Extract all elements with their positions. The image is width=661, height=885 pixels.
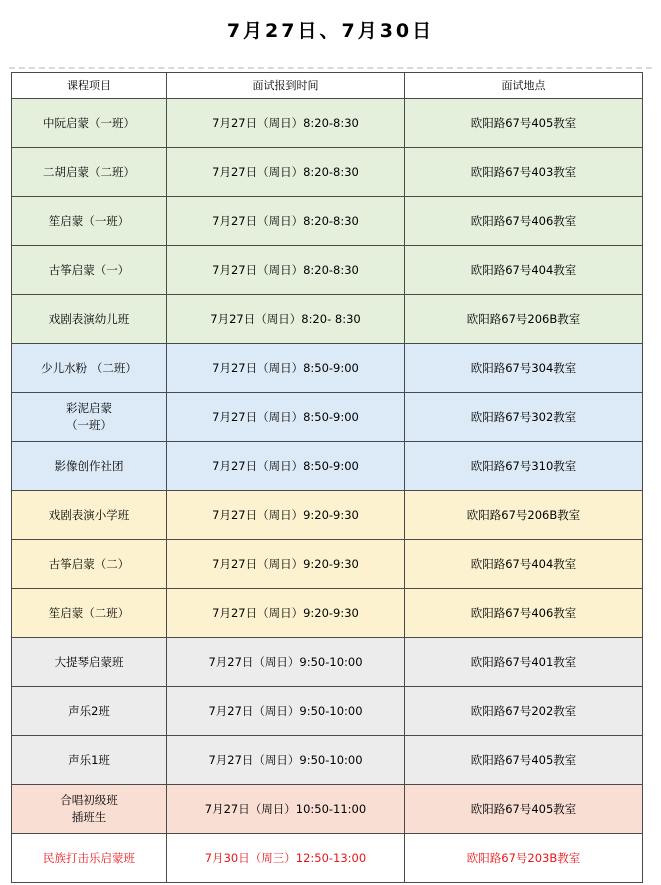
header-row [12,73,643,99]
course-cell: 二胡启蒙（二班） [12,148,167,197]
course-cell: 大提琴启蒙班 [12,638,167,687]
location-cell: 欧阳路67号404教室 [405,540,643,589]
top-divider [9,67,652,69]
time-cell: 7月27日（周日）8:20-8:30 [167,148,405,197]
time-cell: 7月27日（周日）9:20-9:30 [167,540,405,589]
time-cell: 7月27日（周日）9:50-10:00 [167,687,405,736]
header-time: 面试报到时间 [167,73,405,99]
course-cell: 笙启蒙（二班） [12,589,167,638]
header-course: 课程项目 [12,73,167,99]
table-row [12,638,643,687]
location-cell: 欧阳路67号202教室 [405,687,643,736]
location-cell: 欧阳路67号310教室 [405,442,643,491]
location-cell: 欧阳路67号401教室 [405,638,643,687]
location-cell: 欧阳路67号405教室 [405,785,643,834]
time-cell: 7月27日（周日）8:20-8:30 [167,246,405,295]
table-row [12,99,643,148]
course-cell: 民族打击乐启蒙班 [12,834,167,883]
table-row [12,442,643,491]
location-cell: 欧阳路67号406教室 [405,197,643,246]
table-row [12,491,643,540]
location-cell: 欧阳路67号206B教室 [405,295,643,344]
course-cell: 合唱初级班 插班生 [12,785,167,834]
location-cell: 欧阳路67号302教室 [405,393,643,442]
location-cell: 欧阳路67号405教室 [405,99,643,148]
schedule-table [11,72,643,883]
course-cell: 中阮启蒙（一班） [12,99,167,148]
course-cell: 戏剧表演小学班 [12,491,167,540]
course-cell: 笙启蒙（一班） [12,197,167,246]
location-cell: 欧阳路67号405教室 [405,736,643,785]
time-cell: 7月27日（周日）9:50-10:00 [167,638,405,687]
time-cell: 7月27日（周日）8:50-9:00 [167,344,405,393]
course-cell: 影像创作社团 [12,442,167,491]
location-cell: 欧阳路67号206B教室 [405,491,643,540]
table-row [12,246,643,295]
table-row [12,540,643,589]
time-cell: 7月30日（周三）12:50-13:00 [167,834,405,883]
time-cell: 7月27日（周日）8:20- 8:30 [167,295,405,344]
table-row [12,393,643,442]
time-cell: 7月27日（周日）8:50-9:00 [167,393,405,442]
table-row-highlighted [12,834,643,883]
time-cell: 7月27日（周日）9:20-9:30 [167,589,405,638]
table-row [12,736,643,785]
location-cell: 欧阳路67号403教室 [405,148,643,197]
header-location: 面试地点 [405,73,643,99]
location-cell: 欧阳路67号203B教室 [405,834,643,883]
table-row [12,344,643,393]
table-row [12,687,643,736]
course-cell: 声乐1班 [12,736,167,785]
location-cell: 欧阳路67号304教室 [405,344,643,393]
time-cell: 7月27日（周日）10:50-11:00 [167,785,405,834]
course-cell: 戏剧表演幼儿班 [12,295,167,344]
table-row [12,589,643,638]
table-row [12,197,643,246]
course-cell: 古筝启蒙（二） [12,540,167,589]
table-row [12,785,643,834]
time-cell: 7月27日（周日）8:50-9:00 [167,442,405,491]
course-cell: 彩泥启蒙 （一班） [12,393,167,442]
table-row [12,148,643,197]
time-cell: 7月27日（周日）8:20-8:30 [167,197,405,246]
time-cell: 7月27日（周日）9:20-9:30 [167,491,405,540]
location-cell: 欧阳路67号406教室 [405,589,643,638]
course-cell: 古筝启蒙（一） [12,246,167,295]
time-cell: 7月27日（周日）9:50-10:00 [167,736,405,785]
course-cell: 少儿水粉 （二班） [12,344,167,393]
table-row [12,295,643,344]
time-cell: 7月27日（周日）8:20-8:30 [167,99,405,148]
page-title: 7月27日、7月30日 [226,20,435,42]
course-cell: 声乐2班 [12,687,167,736]
location-cell: 欧阳路67号404教室 [405,246,643,295]
